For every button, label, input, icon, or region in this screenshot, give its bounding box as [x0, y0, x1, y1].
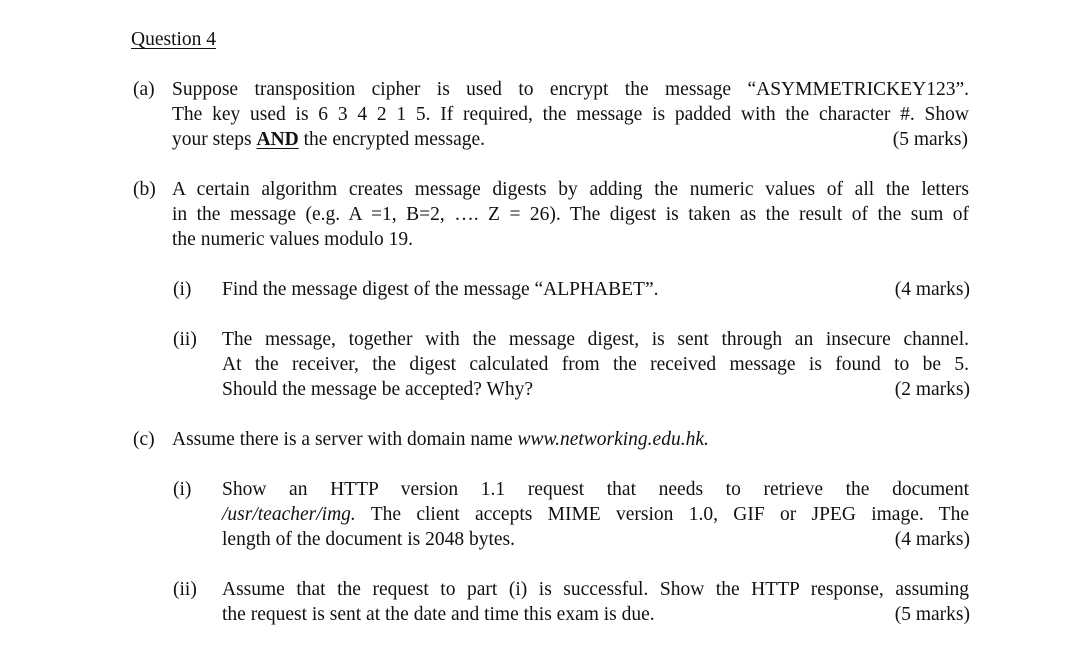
- part-b-i-text: Find the message digest of the message “ALPHABET”.: [222, 279, 659, 300]
- part-c-i-line-2: /usr/teacher/img. The client accepts MIME version 1.0, GIF or JPEG image. The: [222, 504, 969, 525]
- part-c-label: (c): [133, 429, 155, 450]
- part-a-line-1: Suppose transposition cipher is used to encrypt the message “ASYMMETRICKEY123”.: [172, 79, 969, 100]
- part-b-ii-label: (ii): [173, 329, 197, 350]
- part-c-i-line-1: Show an HTTP version 1.1 request that needs to retrieve the document: [222, 479, 969, 500]
- part-b-ii-marks: (2 marks): [894, 379, 970, 400]
- part-c-ii-line-2: the request is sent at the date and time this exam is due.: [222, 604, 655, 625]
- part-b-line-1: A certain algorithm creates message digests by adding the numeric values of all the letters: [172, 179, 969, 200]
- part-c-ii-label: (ii): [173, 579, 197, 600]
- part-c-intro: Assume there is a server with domain name www.networking.edu.hk.: [172, 429, 709, 450]
- part-c-i-marks: (4 marks): [894, 529, 970, 550]
- question-title: Question 4: [131, 29, 217, 50]
- and-emphasis: AND: [256, 129, 299, 150]
- part-a-line-3: your steps AND the encrypted message.: [172, 129, 486, 150]
- part-a-marks: (5 marks): [892, 129, 968, 150]
- part-b-ii-line-3: Should the message be accepted? Why?: [222, 379, 533, 400]
- part-b-i-label: (i): [173, 279, 192, 300]
- part-b-line-3: the numeric values modulo 19.: [172, 229, 413, 250]
- part-a-line-2: The key used is 6 3 4 2 1 5. If required, the message is padded with the character #. Show: [172, 104, 969, 125]
- part-b-label: (b): [133, 179, 156, 200]
- part-b-i-marks: (4 marks): [894, 279, 970, 300]
- part-a-label: (a): [133, 79, 155, 100]
- part-c-i-line-3: length of the document is 2048 bytes.: [222, 529, 515, 550]
- part-c-ii-line-1: Assume that the request to part (i) is successful. Show the HTTP response, assuming: [222, 579, 969, 600]
- part-c-i-label: (i): [173, 479, 192, 500]
- part-c-ii-marks: (5 marks): [894, 604, 970, 625]
- part-b-ii-line-2: At the receiver, the digest calculated from the received message is found to be 5.: [222, 354, 969, 375]
- server-domain: www.networking.edu.hk.: [517, 429, 709, 450]
- part-b-ii-line-1: The message, together with the message digest, is sent through an insecure channel.: [222, 329, 969, 350]
- document-path: /usr/teacher/img.: [222, 504, 356, 525]
- part-b-line-2: in the message (e.g. A =1, B=2, …. Z = 26). The digest is taken as the result of the sum of: [172, 204, 969, 225]
